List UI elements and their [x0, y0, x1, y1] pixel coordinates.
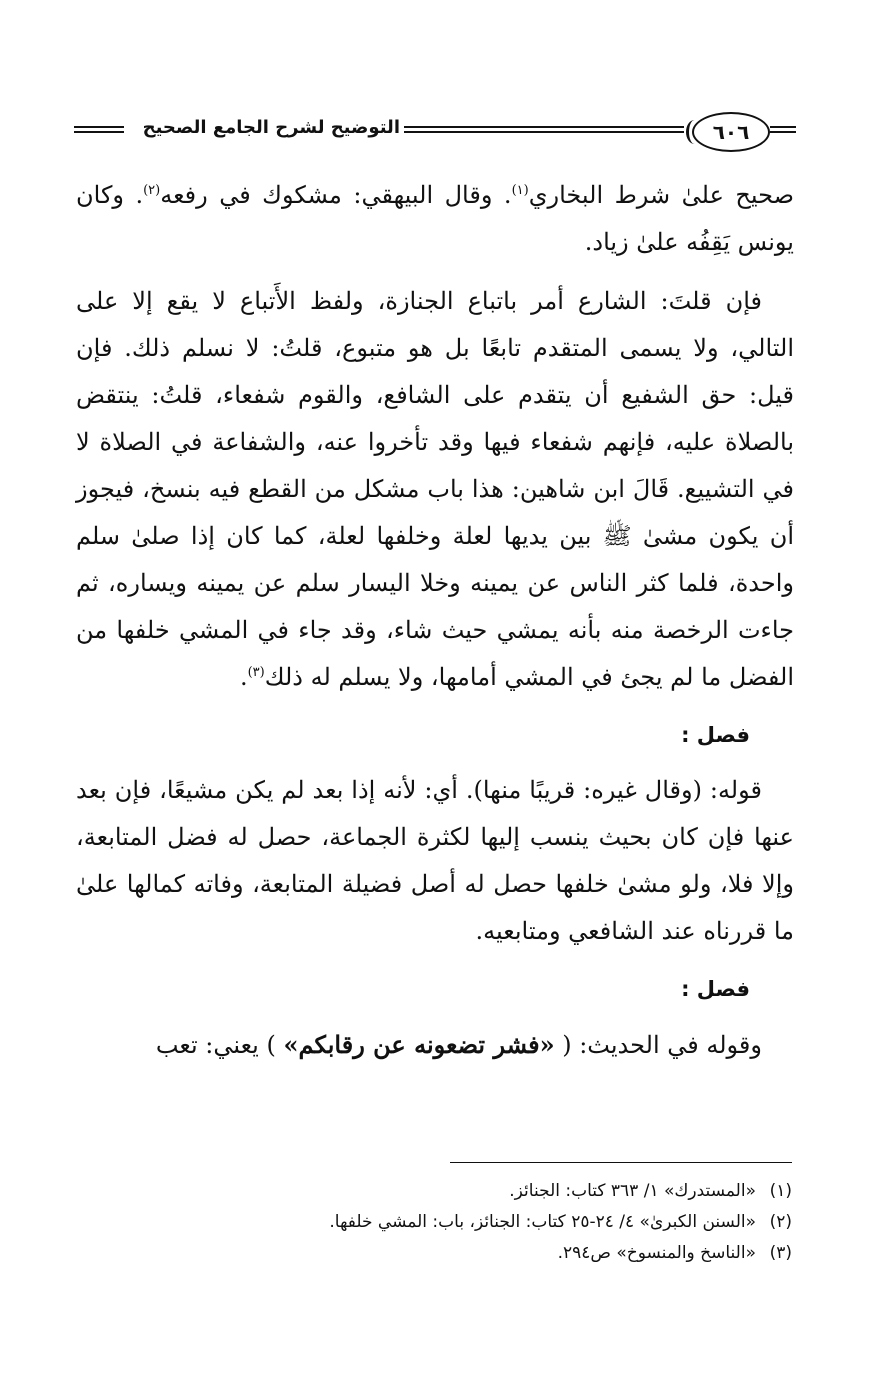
header-rule-left	[74, 126, 124, 133]
footnote-1	[76, 1176, 792, 1207]
footnotes	[76, 1176, 792, 1269]
section-heading-1: فصل :	[681, 723, 750, 747]
footnote-number: (٢)	[769, 1212, 792, 1232]
footnote-2	[76, 1207, 792, 1238]
section-heading-2: فصل :	[681, 977, 750, 1001]
hadith-quote: «فشر تضعونه عن رقابكم»	[283, 1030, 555, 1059]
footnote-ref-3: (٣)	[247, 665, 265, 680]
paragraph-1-part-c: . وكان يونس يَقِفُه علىٰ زياد.	[76, 181, 794, 256]
paragraph-4	[76, 1021, 794, 1069]
footnote-number: (١)	[769, 1181, 792, 1201]
paragraph-2-text: فإن قلتَ: الشارع أمر باتباع الجنازة، ولفظ الأَتباع لا يقع إلا على التالي، ولا يسمى المتقدم تابعًا بل هو متبوع، قلتُ: لا نسلم ذلك. فإن قيل: حق الشفيع أن يتقدم على الشافع، والقوم شفعاء، قلتُ: ينتقض بالصلاة عليه، فإنهم شفعاء فيها وقد تأخروا عنه، والشفاعة في الصلاة لا في التشييع. قَالَ ابن شاهين: هذا باب مشكل من القطع فيه بنسخ، فيجوز أن يكون مشىٰ ﷺ بين يديها لعلة وخلفها لعلة، كما كان إذا صلىٰ سلم واحدة، فلما كثر الناس عن يمينه وخلا اليسار سلم عن يمينه ويساره، ثم جاءت الرخصة منه بأنه يمشي حيث شاء، وقد جاء في المشي خلفها من الفضل ما لم يجئ في المشي أمامها، ولا يسلم له ذلك	[76, 287, 794, 691]
paragraph-2	[76, 278, 794, 701]
footnote-text: «السنن الكبرىٰ» ٤/ ٢٤-٢٥ كتاب: الجنائز، باب: المشي خلفها.	[329, 1212, 756, 1232]
paragraph-4-part-b: ) يعني: تعب	[155, 1031, 276, 1059]
page-header	[74, 108, 796, 160]
footnote-3	[76, 1238, 792, 1269]
footnote-ref-1: (١)	[511, 183, 529, 198]
main-text	[76, 172, 794, 1081]
paragraph-2-end: .	[239, 663, 248, 691]
footnote-separator	[450, 1162, 792, 1163]
footnote-text: «الناسخ والمنسوخ» ص٢٩٤.	[557, 1243, 756, 1263]
paragraph-1-part-b: . وقال البيهقي: مشكوك في رفعه	[160, 181, 512, 209]
footnote-number: (٣)	[769, 1243, 792, 1263]
paragraph-4-part-a: وقوله في الحديث: (	[562, 1031, 762, 1059]
footnote-ref-2: (٢)	[143, 183, 161, 198]
header-rule-right	[770, 126, 796, 133]
paragraph-3: قوله: (وقال غيره: قريبًا منها). أي: لأنه إذا بعد لم يكن مشيعًا، فإن بعد عنها فإن كان بحيث ينسب إليها لكثرة الجماعة، حصل له فضل المتابعة، وإلا فلا، ولو مشىٰ خلفها حصل له أصل فضيلة المتابعة، وفاته كمالها علىٰ ما قررناه عند الشافعي ومتابعيه.	[76, 776, 794, 945]
footnote-text: «المستدرك» ١/ ٣٦٣ كتاب: الجنائز.	[509, 1181, 756, 1201]
paragraph-1-part-a: صحيح علىٰ شرط البخاري	[528, 181, 794, 209]
running-title: التوضيح لشرح الجامع الصحيح	[142, 117, 400, 138]
header-rule-middle	[404, 126, 684, 133]
paragraph-1	[76, 172, 794, 266]
page-number: ٦٠٦	[692, 112, 770, 152]
